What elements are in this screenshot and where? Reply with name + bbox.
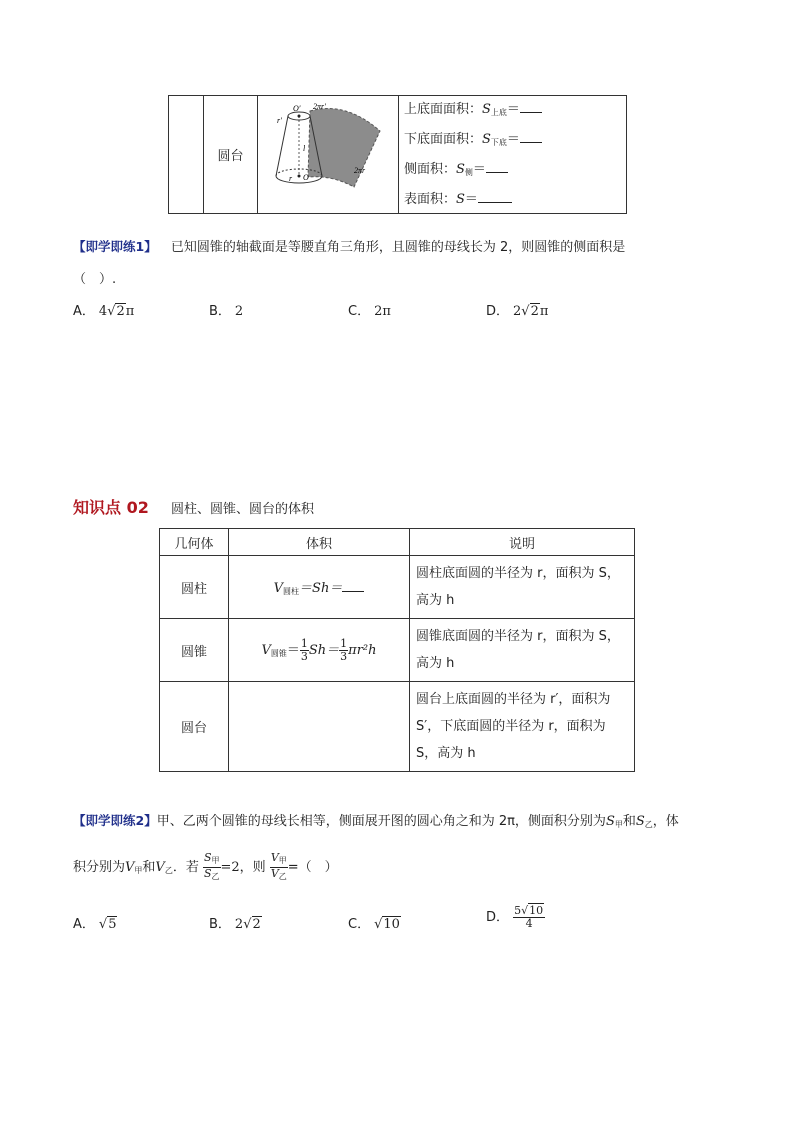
frustum-formulas-cell bbox=[399, 96, 627, 214]
exercise-2-line-2: 积分别为$V_甲$和$V_乙$．若 $\frac{S_甲}{S_乙}$ =2，则 $\frac{V_甲}{V_乙}$ =（ ） bbox=[73, 851, 338, 881]
frustum-area-table bbox=[168, 95, 627, 214]
exercise-1-choice-b: B． 2 bbox=[209, 304, 244, 319]
header-solid: 几何体 bbox=[160, 529, 229, 556]
exercise-1-choice-d: D． 2√2π bbox=[486, 304, 549, 319]
table-row-cone bbox=[160, 619, 635, 682]
exercise-1: 【即学即练1】 已知圆锥的轴截面是等腰直角三角形，且圆锥的母线长为 2，则圆锥的侧面积是 bbox=[73, 239, 626, 255]
cone-description: 圆锥底面圆的半径为 r，面积为 S， 高为 h bbox=[410, 619, 635, 682]
answer-blank bbox=[520, 130, 542, 143]
label-arc-bottom: 2πr bbox=[354, 165, 366, 175]
header-volume: 体积 bbox=[229, 529, 410, 556]
volume-table bbox=[159, 528, 635, 772]
frustum-name: 圆台 bbox=[160, 682, 229, 772]
answer-blank bbox=[486, 160, 508, 173]
exercise-2-choice-a: A． √5 bbox=[73, 917, 117, 932]
label-arc-top: 2πr′ bbox=[313, 101, 326, 111]
exercise-2-choice-d: D． $\frac{5√10}{4}$ bbox=[486, 904, 544, 930]
upper-area-formula: 上底面面积：$S_{上底}=$ bbox=[399, 96, 626, 126]
fraction-one-third: $\frac{1}{3}$ bbox=[340, 636, 348, 663]
frustum-left-edge bbox=[276, 116, 288, 176]
cylinder-description: 圆柱底面圆的半径为 r，面积为 S， 高为 h bbox=[410, 556, 635, 619]
frustum-unfolding-figure bbox=[258, 101, 398, 209]
answer-blank bbox=[520, 100, 542, 113]
cone-name: 圆锥 bbox=[160, 619, 229, 682]
frustum-volume-blank bbox=[229, 682, 410, 772]
table-row-frustum bbox=[160, 682, 635, 772]
label-top-radius: r′ bbox=[277, 115, 282, 125]
frustum-description: 圆台上底面圆的半径为 r′，面积为 S′，下底面圆的半径为 r，面积为 S，高为 h bbox=[410, 682, 635, 772]
exercise-2-choice-b: B． 2√2 bbox=[209, 917, 261, 932]
fraction-one-third: $\frac{1}{3}$ bbox=[300, 636, 308, 663]
label-bottom-radius: r bbox=[289, 173, 293, 183]
fraction-choice-d: $\frac{5√10}{4}$ bbox=[514, 904, 544, 930]
surface-area-formula: 表面积：S＝ bbox=[399, 186, 626, 213]
empty-cell bbox=[169, 96, 204, 214]
lateral-area-formula: 侧面积：$S_侧=$ bbox=[399, 156, 626, 186]
section-heading bbox=[73, 495, 314, 518]
annular-sector bbox=[308, 108, 380, 187]
label-top-center: O′ bbox=[293, 103, 301, 113]
label-bottom-center: O bbox=[303, 172, 309, 182]
cylinder-volume: $V_{圆柱}=Sh=$ bbox=[229, 556, 410, 619]
bottom-center-dot bbox=[298, 174, 301, 177]
header-description: 说明 bbox=[410, 529, 635, 556]
exercise-2-choice-c: C． √10 bbox=[348, 917, 400, 932]
label-slant: l bbox=[303, 143, 306, 153]
frustum-name-cell: 圆台 bbox=[204, 96, 258, 214]
answer-blank bbox=[478, 190, 512, 203]
exercise-1-paren: （ ）. bbox=[73, 272, 117, 287]
exercise-2-line-1: 【即学即练2】甲、乙两个圆锥的母线长相等，侧面展开图的圆心角之和为 2π，侧面积分别为$S_甲$和$S_乙$，体 bbox=[73, 813, 679, 829]
cylinder-name: 圆柱 bbox=[160, 556, 229, 619]
table-row-cylinder bbox=[160, 556, 635, 619]
fraction-s-ratio: $\frac{S_甲}{S_乙}$ bbox=[203, 851, 220, 881]
exercise-1-choice-c: C． 2π bbox=[348, 304, 391, 319]
top-center-dot bbox=[298, 114, 301, 117]
lower-area-formula: 下底面面积：$S_{下底}=$ bbox=[399, 126, 626, 156]
answer-blank bbox=[342, 579, 364, 592]
fraction-v-ratio: $\frac{V_甲}{V_乙}$ bbox=[270, 851, 287, 881]
section-subtitle: 圆柱、圆锥、圆台的体积 bbox=[170, 502, 314, 517]
frustum-figure-cell bbox=[258, 96, 399, 214]
cone-volume: $V_{圆锥}=$ $\frac{1}{3}$ Sh＝ $\frac{1}{3}$ πr²h bbox=[229, 619, 410, 682]
exercise-1-choice-a: A． 4√2π bbox=[73, 304, 135, 319]
section-title: 知识点 02 bbox=[73, 498, 149, 517]
